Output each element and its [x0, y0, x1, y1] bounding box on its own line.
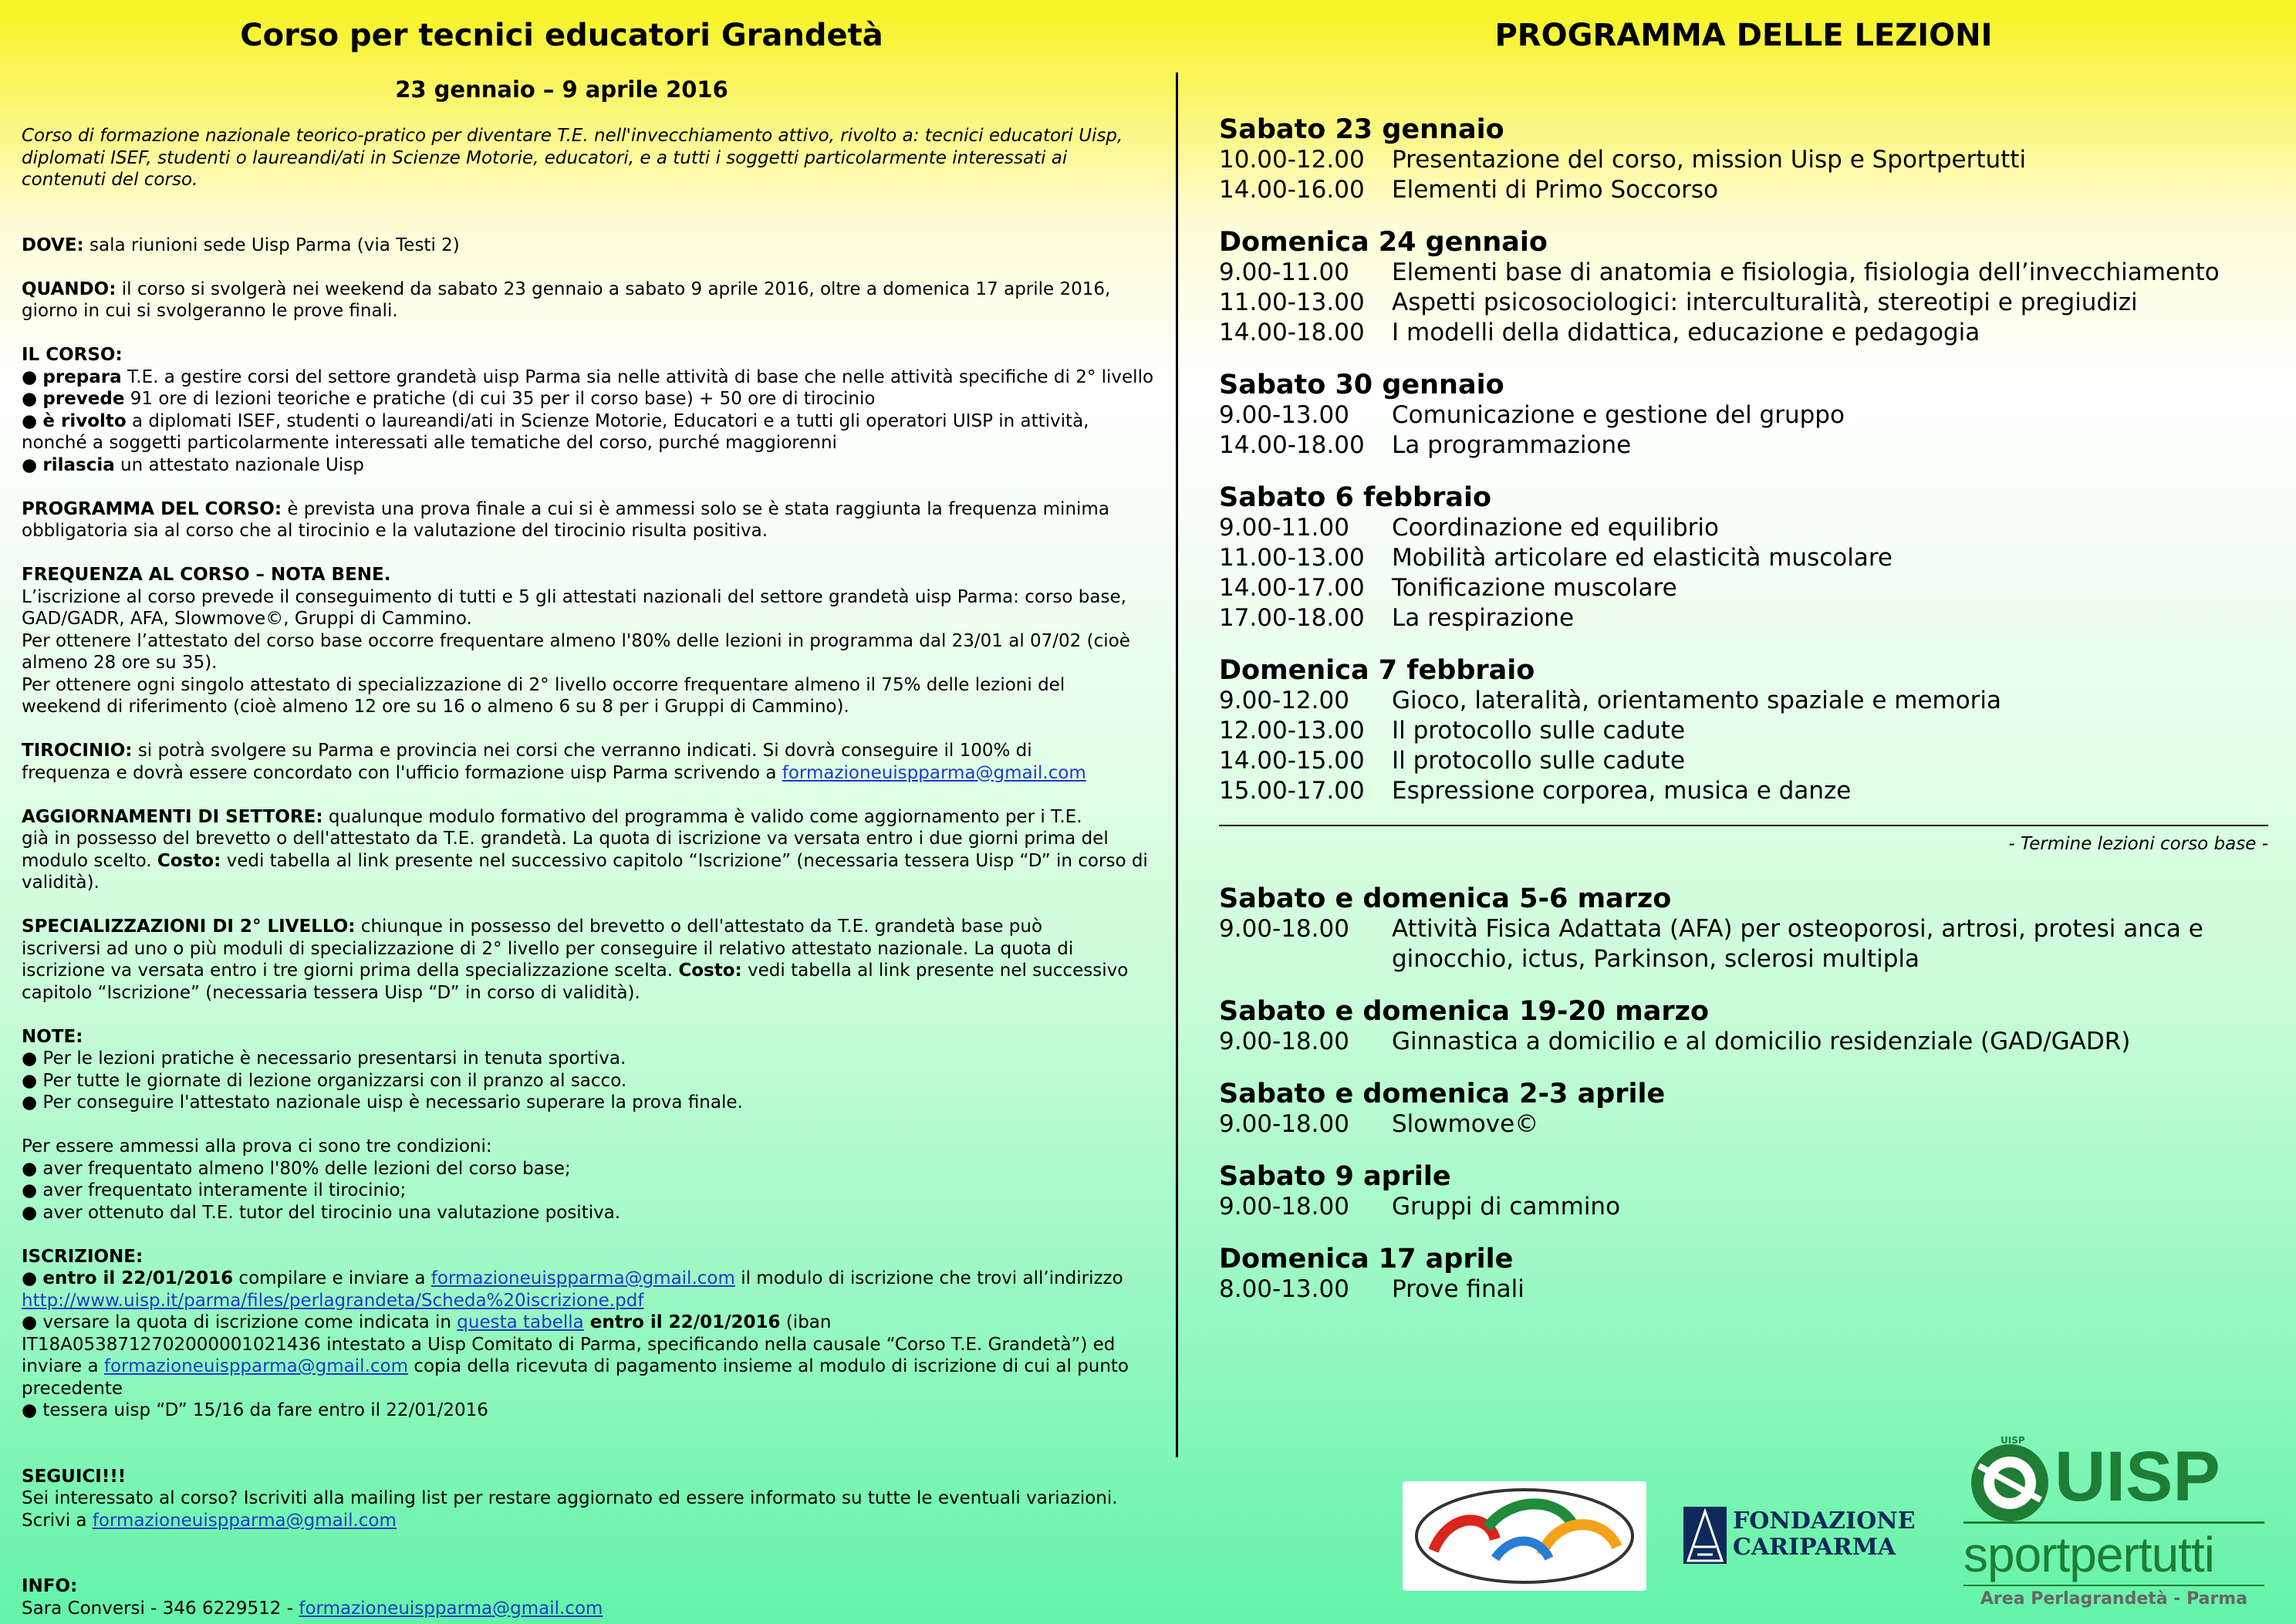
schedule-topic: Elementi di Primo Soccorso: [1392, 176, 1719, 204]
questa-tabella-link[interactable]: questa tabella: [457, 1312, 584, 1332]
iscrizione-text-tail: il modulo di iscrizione che trovi all’indirizzo: [734, 1268, 1123, 1288]
quando-text-line2: giorno in cui si svolgeranno le prove finali.: [22, 301, 398, 321]
schedule-row: [1219, 603, 2268, 633]
schedule-time: 14.00-18.00: [1219, 431, 1365, 459]
uisp-logo-rule: [1963, 1521, 2264, 1524]
schedule-row: [1219, 1027, 2268, 1057]
aggiornamenti-text-line2: già in possesso del brevetto o dell'attestato da T.E. grandetà. La quota di iscrizione va versata entro i due giorni prima del: [22, 829, 1109, 849]
corso-item-key: prevede: [42, 389, 125, 409]
schedule-time: 9.00-18.00: [1219, 1028, 1349, 1055]
tirocinio-label: TIROCINIO:: [22, 741, 133, 761]
condition-item: ● aver frequentato interamente il tirocinio;: [22, 1180, 407, 1200]
programma-label: PROGRAMMA DEL CORSO:: [22, 498, 282, 519]
schedule-time: 11.00-13.00: [1219, 544, 1365, 572]
tirocinio-section: [22, 740, 1163, 784]
schedule-day-name: Sabato e domenica 19-20 marzo: [1219, 996, 1710, 1027]
frequenza-line: weekend di riferimento (cioè almeno 12 ore su 16 o almeno 6 su 8 per i Gruppi di Cammino).: [22, 697, 849, 717]
condition-text: aver frequentato interamente il tirocinio;: [42, 1180, 407, 1200]
corso-item: ● prepara T.E. a gestire corsi del settore grandetà uisp Parma sia nelle attività di base che nelle attività specifiche di 2° livello: [22, 366, 1154, 387]
seguici-scrivi: Scrivi a: [22, 1510, 93, 1531]
schedule-time: 14.00-17.00: [1219, 574, 1365, 602]
course-title: Corso per tecnici educatori Grandetà: [240, 18, 883, 53]
schedule-row: [1219, 1109, 2268, 1140]
specializzazioni-text-line2: iscriversi ad uno o più moduli di specializzazione di 2° livello per conseguire il relativo attestato nazionale. La quota di: [22, 938, 1074, 959]
quando-section: [22, 279, 1163, 322]
dove-label: DOVE:: [22, 235, 84, 255]
note-item-text: Per tutte le giornate di lezione organizzarsi con il pranzo al sacco.: [42, 1070, 627, 1091]
schedule-row: [1219, 914, 2268, 974]
note-item-text: Per le lezioni pratiche è necessario presentarsi in tenuta sportiva.: [42, 1048, 626, 1069]
costo-label: Costo:: [157, 850, 221, 871]
schedule-row: [1219, 258, 2268, 288]
corso-label: IL CORSO:: [22, 345, 123, 365]
note-section: [22, 1026, 1163, 1114]
schedule-row: [1219, 1275, 2268, 1305]
schedule-time: 9.00-11.00: [1219, 514, 1349, 542]
schedule-topic: Il protocollo sulle cadute: [1392, 717, 1686, 744]
aggiornamenti-text-line3b: vedi tabella al link presente nel successivo capitolo “Iscrizione” (necessaria tessera Uisp “D” in corso di: [221, 850, 1148, 871]
aggiornamenti-text-line3: modulo scelto.: [22, 850, 157, 871]
schedule-topic: Prove finali: [1392, 1275, 1524, 1303]
schedule-time: 15.00-17.00: [1219, 777, 1365, 805]
info-email-link[interactable]: formazioneuispparma@gmail.com: [299, 1598, 603, 1619]
schedule-column: [1219, 14, 2268, 1305]
schedule-time: 9.00-18.00: [1219, 1110, 1349, 1138]
dove-section: [22, 235, 1163, 257]
schedule-topic: Espressione corporea, musica e danze: [1392, 777, 1852, 805]
schedule-day: [1219, 482, 2268, 633]
corso-item-text: T.E. a gestire corsi del settore grandetà uisp Parma sia nelle attività di base che nelle attività specifiche di 2° livello: [121, 366, 1154, 387]
uisp-small-mark: UISP: [2001, 1435, 2025, 1446]
schedule-topic: Mobilità articolare ed elasticità muscolare: [1392, 544, 1893, 572]
schedule-row: [1219, 175, 2268, 205]
corso-item-key: è rivolto: [42, 410, 127, 431]
schedule-row: [1219, 513, 2268, 543]
note-item: ● Per le lezioni pratiche è necessario presentarsi in tenuta sportiva.: [22, 1048, 626, 1069]
schedule-time: 9.00-13.00: [1219, 401, 1349, 429]
iscrizione-form-url-link[interactable]: http://www.uisp.it/parma/files/perlagrandeta/Scheda%20iscrizione.pdf: [22, 1290, 644, 1311]
conditions-intro: Per essere ammessi alla prova ci sono tre condizioni:: [22, 1136, 492, 1156]
schedule-topic: Presentazione del corso, mission Uisp e Sportpertutti: [1392, 146, 2027, 174]
schedule-row: [1219, 430, 2268, 461]
schedule-time: 14.00-18.00: [1219, 319, 1365, 346]
schedule-row: [1219, 145, 2268, 175]
schedule-row: [1219, 318, 2268, 348]
schedule-time: 12.00-13.00: [1219, 717, 1365, 744]
schedule-row: [1219, 686, 2268, 716]
schedule-time: 11.00-13.00: [1219, 289, 1365, 316]
note-item: ● Per conseguire l'attestato nazionale uisp è necessario superare la prova finale.: [22, 1092, 743, 1112]
costo-label: Costo:: [678, 961, 742, 981]
uisp-emblem-icon: [1963, 1435, 2056, 1528]
iscrizione-label: ISCRIZIONE:: [22, 1246, 144, 1267]
schedule-topic: Elementi base di anatomia e fisiologia, fisiologia dell’invecchiamento: [1392, 258, 2220, 286]
schedule-row: [1219, 716, 2268, 746]
aggiornamenti-text-line4: validità).: [22, 873, 100, 893]
tirocinio-text: si potrà svolgere su Parma e provincia nei corsi che verranno indicati. Si dovrà conseguire il 100% di: [132, 741, 1032, 761]
schedule-row: [1219, 400, 2268, 430]
area-perlagrandeta-label: Area Perlagrandetà - Parma: [1980, 1589, 2248, 1609]
iscrizione-email-link[interactable]: formazioneuispparma@gmail.com: [430, 1268, 735, 1288]
schedule-title: PROGRAMMA DELLE LEZIONI: [1494, 18, 1993, 53]
course-dates: 23 gennaio – 9 aprile 2016: [395, 76, 728, 103]
programma-text: è prevista una prova finale a cui si è ammessi solo se è stata raggiunta la frequenza minima: [282, 498, 1109, 519]
specializzazioni-text-line3: iscrizione va versata entro i tre giorni prima della specializzazione scelta.: [22, 961, 679, 981]
schedule-topic: Il protocollo sulle cadute: [1392, 747, 1686, 775]
frequenza-line: Per ottenere ogni singolo attestato di specializzazione di 2° livello occorre frequentare almeno il 75% delle lezioni del: [22, 674, 1065, 695]
info-label: INFO:: [22, 1576, 78, 1596]
schedule-day: [1219, 227, 2268, 348]
iscrizione-send-text: inviare a: [22, 1356, 104, 1376]
schedule-day-name: Sabato e domenica 5-6 marzo: [1219, 883, 1672, 914]
aggiornamenti-label: AGGIORNAMENTI DI SETTORE:: [22, 806, 323, 827]
schedule-topic: La programmazione: [1392, 431, 1632, 459]
fondazione-cariparma-logo: [1682, 1501, 1916, 1570]
intro-line: Corso di formazione nazionale teorico-pratico per diventare T.E. nell'invecchiamento attivo, rivolto a: tecnici educatori Uisp,: [22, 126, 1123, 146]
iscrizione-precedente: precedente: [22, 1378, 123, 1399]
cariparma-name: CARIPARMA: [1733, 1534, 1896, 1561]
iscrizione-quota-tail: (iban: [780, 1312, 832, 1332]
schedule-time: 9.00-18.00: [1219, 915, 1349, 943]
corso-item: ● rilascia un attestato nazionale Uisp: [22, 454, 364, 475]
iscrizione-section: ISCRIZIONE: ● entro il 22/01/2016 compilare e inviare a formazioneuispparma@gmail.com il modulo di iscrizione che trovi all’indirizzo http://www.uisp.it/parma/files/perlagrandeta/Scheda%20iscrizione.pdf ● versare la quota di iscrizione come indicata in questa tabella entro il 22/01/2016 (iban IT18A0538712702000001021436 intestato a Uisp Comitato di Parma, specificando nella causale “Corso T.E. Grandetà”) ed inviare a formazioneuispparma@gmail.com copia della ricevuta di pagamento insieme al modulo di iscrizione di cui al punto precedente ● tessera uisp “D” 15/16 da fare entro il 22/01/2016: [22, 1246, 1163, 1422]
note-label: NOTE:: [22, 1026, 83, 1047]
schedule-day: [1219, 114, 2268, 205]
frequenza-line: almeno 28 ore su 35).: [22, 653, 218, 673]
schedule-time: 14.00-16.00: [1219, 176, 1365, 204]
schedule-topic: Comunicazione e gestione del gruppo: [1392, 401, 1845, 429]
schedule-day-name: Sabato 23 gennaio: [1219, 114, 1504, 145]
course-intro: [22, 125, 1163, 191]
frequenza-label: FREQUENZA AL CORSO – NOTA BENE.: [22, 565, 391, 585]
specialization-schedule: [1219, 883, 2268, 1305]
schedule-topic: Attività Fisica Adattata (AFA) per osteoporosi, artrosi, protesi anca e ginocchio, ictus, Parkinson, sclerosi multipla: [1392, 915, 2203, 973]
schedule-topic: I modelli della didattica, educazione e pedagogia: [1392, 319, 1980, 346]
frequenza-line: L’iscrizione al corso prevede il conseguimento di tutti e 5 gli attestati nazionali del settore grandetà uisp Parma: corso base,: [22, 586, 1126, 607]
schedule-day-name: Sabato 9 aprile: [1219, 1161, 1451, 1192]
aggiornamenti-section: [22, 806, 1163, 894]
schedule-row: [1219, 573, 2268, 603]
schedule-day-name: Domenica 17 aprile: [1219, 1244, 1514, 1275]
iscrizione-tessera-text: tessera uisp “D” 15/16 da fare entro il 22/01/2016: [42, 1400, 488, 1420]
specializzazioni-text: chiunque in possesso del brevetto o dell'attestato da T.E. grandetà base può: [355, 917, 1043, 937]
uisp-logo: [1963, 1435, 2264, 1612]
iscrizione-send-tail: copia della ricevuta di pagamento insieme al modulo di iscrizione di cui al punto: [407, 1356, 1129, 1376]
schedule-topic: La respirazione: [1392, 604, 1575, 632]
schedule-time: 9.00-12.00: [1219, 687, 1349, 714]
intro-line: diplomati ISEF, studenti o laureandi/ati in Scienze Motorie, educatori, e a tutti i soggetti particolarmente interessati ai: [22, 147, 1068, 168]
schedule-day-name: Domenica 7 febbraio: [1219, 655, 1535, 686]
schedule-day: [1219, 1079, 2268, 1140]
intro-line: contenuti del corso.: [22, 170, 198, 190]
schedule-row: [1219, 746, 2268, 776]
iscrizione-deadline: entro il 22/01/2016: [42, 1268, 234, 1288]
iscrizione-email-link-2[interactable]: formazioneuispparma@gmail.com: [103, 1356, 408, 1376]
quando-text: il corso si svolgerà nei weekend da sabato 23 gennaio a sabato 9 aprile 2016, oltre a domenica 17 aprile 2016,: [116, 279, 1111, 299]
schedule-day: [1219, 1244, 2268, 1305]
seguici-text: Sei interessato al corso? Iscriviti alla mailing list per restare aggiornato ed essere informato su tutte le eventuali variazioni.: [22, 1488, 1118, 1508]
iscrizione-quota-text: versare la quota di iscrizione come indicata in: [42, 1312, 458, 1332]
fondazione-name: FONDAZIONE: [1733, 1508, 1916, 1535]
corso-item: ● è rivolto a diplomati ISEF, studenti o laureandi/ati in Scienze Motorie, Educatori e a tutti gli operatori UISP in attività,: [22, 410, 1089, 431]
conditions-section: [22, 1136, 1163, 1224]
sportpertutti-wordmark: sportpertutti: [1963, 1527, 2214, 1582]
schedule-day: [1219, 883, 2268, 974]
corso-item-text: un attestato nazionale Uisp: [114, 454, 364, 475]
seguici-email-link[interactable]: formazioneuispparma@gmail.com: [92, 1510, 397, 1531]
base-course-schedule: [1219, 114, 2268, 806]
schedule-topic: Ginnastica a domicilio e al domicilio residenziale (GAD/GADR): [1392, 1028, 2131, 1055]
corso-item-text: a diplomati ISEF, studenti o laureandi/ati in Scienze Motorie, Educatori e a tutti gli operatori UISP in attività,: [126, 410, 1089, 431]
schedule-time: 8.00-13.00: [1219, 1275, 1349, 1303]
schedule-topic: Aspetti psicosociologici: interculturalità, stereotipi e pregiudizi: [1392, 289, 2138, 316]
tirocinio-text-line2: frequenza e dovrà essere concordato con l'ufficio formazione uisp Parma scrivendo a: [22, 762, 782, 783]
corso-section: [22, 344, 1163, 476]
schedule-day-name: Sabato 6 febbraio: [1219, 482, 1491, 513]
specializzazioni-text-line3b: vedi tabella al link presente nel successivo: [741, 961, 1129, 981]
seguici-section: [22, 1466, 1163, 1532]
iscrizione-quota-deadline: entro il 22/01/2016: [583, 1312, 781, 1332]
schedule-day: [1219, 1161, 2268, 1222]
schedule-topic: Coordinazione ed equilibrio: [1392, 514, 1719, 542]
aggiornamenti-text: qualunque modulo formativo del programma è valido come aggiornamento per i T.E.: [322, 806, 1082, 827]
programma-text-line2: obbligatoria sia al corso che al tirocinio e la valutazione del tirocinio risulta positiva.: [22, 521, 768, 541]
schedule-time: 10.00-12.00: [1219, 146, 1365, 174]
specializzazioni-section: [22, 916, 1163, 1004]
note-item: ● Per tutte le giornate di lezione organizzarsi con il pranzo al sacco.: [22, 1070, 627, 1091]
column-divider: [1176, 73, 1178, 1457]
programma-section: [22, 498, 1163, 542]
corso-item-line2: nonché a soggetti particolarmente interessati alle tematiche del corso, purché maggiorenni: [22, 433, 837, 453]
schedule-topic: Gioco, lateralità, orientamento spaziale e memoria: [1392, 687, 2002, 714]
schedule-day-name: Sabato e domenica 2-3 aprile: [1219, 1079, 1666, 1109]
schedule-time: 9.00-18.00: [1219, 1193, 1349, 1221]
schedule-time: 17.00-18.00: [1219, 604, 1365, 632]
course-info-column: [22, 14, 1163, 1619]
specializzazioni-label: SPECIALIZZAZIONI DI 2° LIVELLO:: [22, 917, 356, 937]
condition-text: aver frequentato almeno l'80% delle lezioni del corso base;: [42, 1158, 571, 1179]
condition-text: aver ottenuto dal T.E. tutor del tirocinio una valutazione positiva.: [42, 1202, 621, 1223]
schedule-rule: [1219, 825, 2268, 826]
schedule-row: [1219, 776, 2268, 806]
frequenza-line: GAD/GADR, AFA, Slowmove©, Gruppi di Cammino.: [22, 609, 472, 629]
corso-item-text: 91 ore di lezioni teoriche e pratiche (di cui 35 per il corso base) + 50 ore di tirocinio: [124, 389, 876, 409]
termine-note: - Termine lezioni corso base -: [2008, 834, 2268, 854]
corso-item: ● prevede 91 ore di lezioni teoriche e pratiche (di cui 35 per il corso base) + 50 ore di tirocinio: [22, 389, 876, 409]
schedule-day: [1219, 655, 2268, 806]
corso-item-key: rilascia: [42, 454, 115, 475]
schedule-day-name: Domenica 24 gennaio: [1219, 227, 1548, 258]
schedule-topic: Gruppi di cammino: [1392, 1193, 1621, 1221]
schedule-row: [1219, 1192, 2268, 1222]
quando-label: QUANDO:: [22, 279, 116, 299]
note-item-text: Per conseguire l'attestato nazionale uisp è necessario superare la prova finale.: [42, 1092, 743, 1112]
schedule-topic: Slowmove©: [1392, 1110, 1539, 1138]
dove-text: sala riunioni sede Uisp Parma (via Testi 2): [83, 235, 460, 255]
iscrizione-text: compilare e inviare a: [233, 1268, 431, 1288]
schedule-day-name: Sabato 30 gennaio: [1219, 370, 1504, 400]
frequenza-section: [22, 564, 1163, 718]
corso-item-key: prepara: [42, 366, 122, 387]
schedule-day: [1219, 370, 2268, 461]
seguici-label: SEGUICI!!!: [22, 1466, 127, 1487]
condition-item: ● aver ottenuto dal T.E. tutor del tirocinio una valutazione positiva.: [22, 1202, 621, 1223]
info-contact: Sara Conversi - 346 6229512 -: [22, 1598, 299, 1619]
schedule-time: 14.00-15.00: [1219, 747, 1365, 775]
specializzazioni-text-line4: capitolo “Iscrizione” (necessaria tessera Uisp “D” in corso di validità).: [22, 982, 640, 1003]
frequenza-line: Per ottenere l’attestato del corso base occorre frequentare almeno l'80% delle lezioni in programma dal 23/01 al 07/02 (cioè: [22, 630, 1130, 651]
schedule-time: 9.00-11.00: [1219, 258, 1349, 286]
partner-logo-art-icon: [1403, 1481, 1646, 1591]
condition-item: ● aver frequentato almeno l'80% delle lezioni del corso base;: [22, 1158, 571, 1179]
schedule-row: [1219, 288, 2268, 318]
schedule-day: [1219, 996, 2268, 1057]
partner-logo: [1403, 1481, 1646, 1591]
info-section: [22, 1575, 1163, 1619]
uisp-logo-rule-2: [1963, 1585, 2264, 1586]
schedule-topic: Tonificazione muscolare: [1392, 574, 1677, 602]
tirocinio-email-link[interactable]: formazioneuispparma@gmail.com: [782, 762, 1086, 783]
iscrizione-iban-line: IT18A0538712702000001021436 intestato a Uisp Comitato di Parma, specificando nella causale “Corso T.E. Grandetà”) ed: [22, 1334, 1116, 1355]
schedule-row: [1219, 543, 2268, 573]
uisp-wordmark: UISP: [2055, 1437, 2220, 1516]
